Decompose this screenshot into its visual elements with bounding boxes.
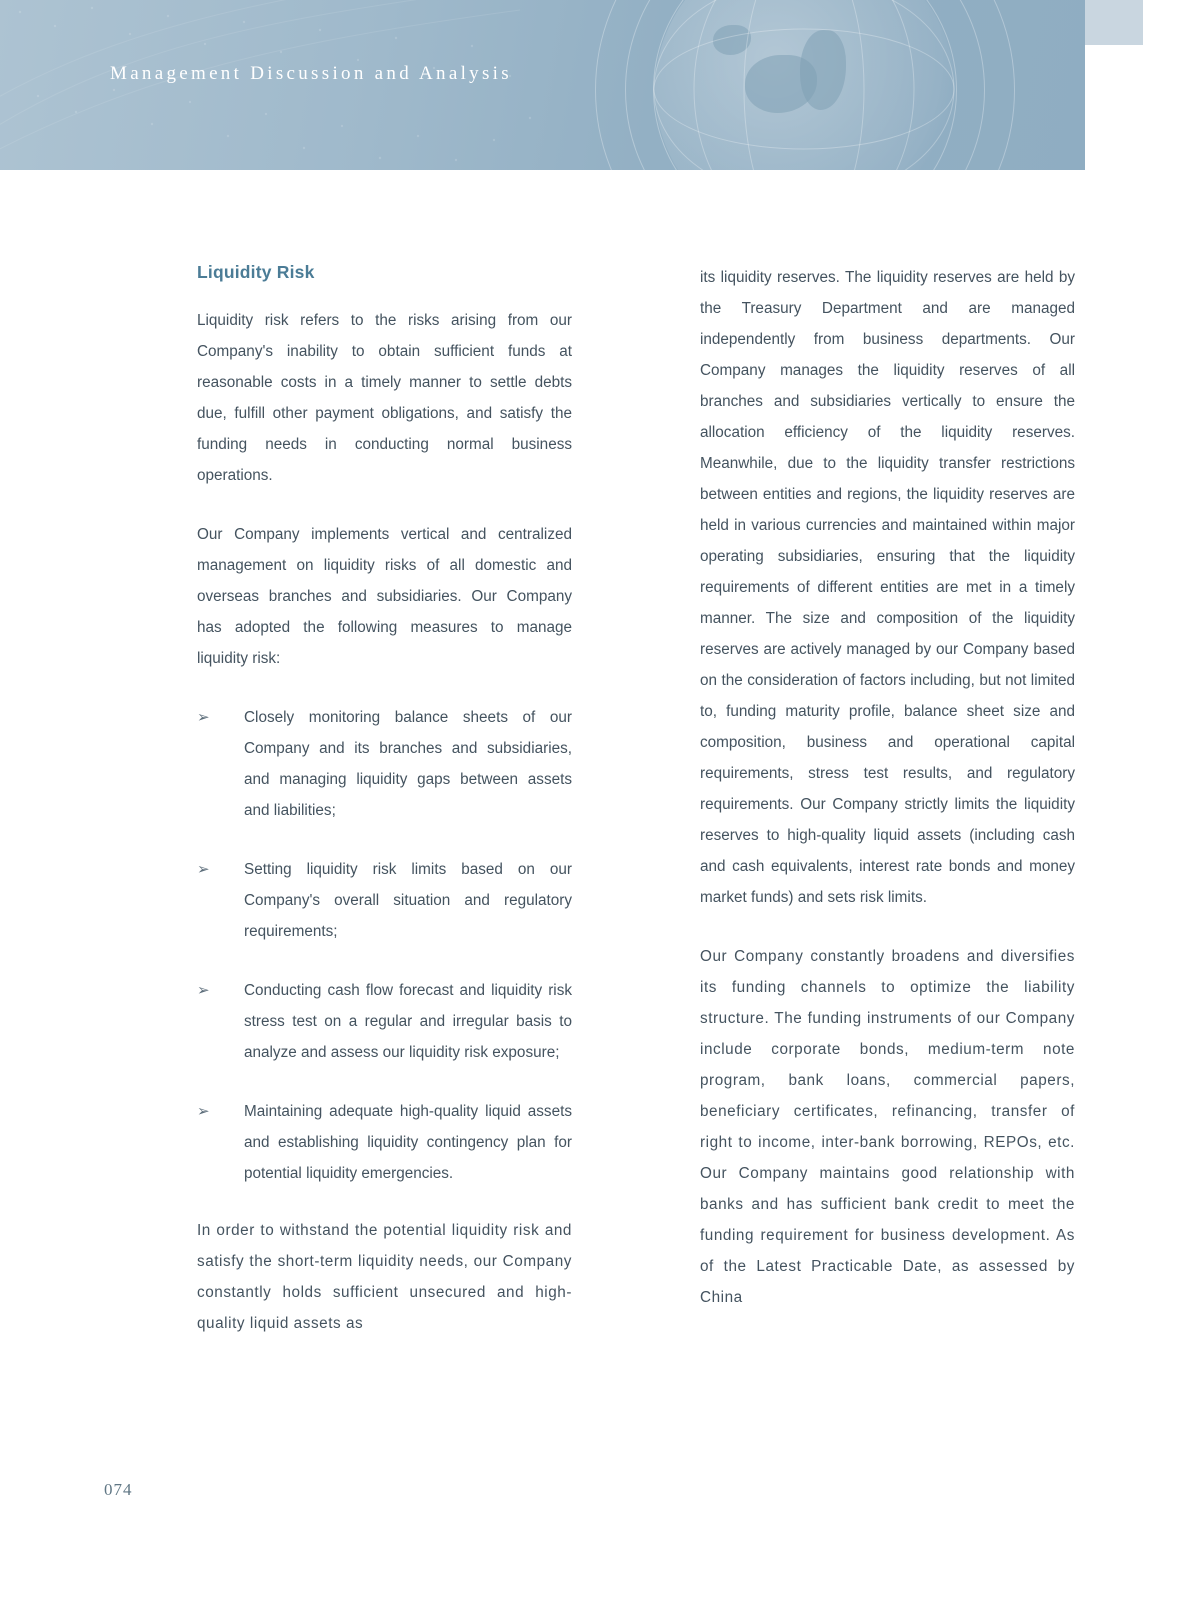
header-corner-block <box>1085 0 1143 44</box>
right-text-column <box>700 262 1075 1313</box>
paragraph: Liquidity risk refers to the risks arising from our Company's inability to obtain sufficient funds at reasonable costs in a timely manner to settle debts due, fulfill other payment obligations, and satisfy the funding needs in conducting normal business operations. <box>197 312 572 484</box>
page-title: Management Discussion and Analysis <box>110 63 512 84</box>
header-corner-rule <box>1085 44 1143 45</box>
page-number: 074 <box>104 1480 133 1499</box>
paragraph: Our Company constantly broadens and diversifies its funding channels to optimize the liability structure. The funding instruments of our Company include corporate bonds, medium-term note program, bank loans, commercial papers, beneficiary certificates, refinancing, transfer of right to income, inter-bank borrowing, REPOs, etc. Our Company maintains good relationship with banks and has sufficient bank credit to meet the funding requirement for business development. As of the Latest Practicable Date, as assessed by China <box>700 948 1075 1306</box>
arrow-bullet-icon: ➢ <box>197 1103 210 1120</box>
list-item <box>197 854 572 947</box>
list-item-text: Closely monitoring balance sheets of our Company and its branches and subsidiaries, and managing liquidity gaps between assets and liabilities; <box>244 709 572 819</box>
list-item-text: Maintaining adequate high-quality liquid assets and establishing liquidity contingency plan for potential liquidity emergencies. <box>244 1103 572 1182</box>
arrow-bullet-icon: ➢ <box>197 709 210 726</box>
dot-pattern-decoration <box>0 0 540 170</box>
page-header-banner <box>0 0 1085 170</box>
section-heading: Liquidity Risk <box>197 262 315 282</box>
paragraph: In order to withstand the potential liquidity risk and satisfy the short-term liquidity needs, our Company constantly holds sufficient unsecured and high-quality liquid assets as <box>197 1222 572 1332</box>
measures-bullet-list <box>197 702 572 1189</box>
arrow-bullet-icon: ➢ <box>197 861 210 878</box>
arrow-bullet-icon: ➢ <box>197 982 210 999</box>
paragraph: its liquidity reserves. The liquidity reserves are held by the Treasury Department and are managed independently from business departments. Our Company manages the liquidity reserves of all branches and subsidiaries vertically to ensure the allocation efficiency of the liquidity reserves. Meanwhile, due to the liquidity transfer restrictions between entities and regions, the liquidity reserves are held in various currencies and maintained within major operating subsidiaries, ensuring that the liquidity requirements of different entities are met in a timely manner. The size and composition of the liquidity reserves are actively managed by our Company based on the consideration of factors including, but not limited to, funding maturity profile, balance sheet size and composition, business and operational capital requirements, stress test results, and regulatory requirements. Our Company strictly limits the liquidity reserves to high-quality liquid assets (including cash and cash equivalents, interest rate bonds and money market funds) and sets risk limits. <box>700 269 1075 906</box>
list-item <box>197 975 572 1068</box>
list-item <box>197 1096 572 1189</box>
list-item-text: Setting liquidity risk limits based on our Company's overall situation and regulatory requirements; <box>244 861 572 940</box>
list-item-text: Conducting cash flow forecast and liquidity risk stress test on a regular and irregular basis to analyze and assess our liquidity risk exposure; <box>244 982 572 1061</box>
list-item <box>197 702 572 826</box>
paragraph: Our Company implements vertical and centralized management on liquidity risks of all domestic and overseas branches and subsidiaries. Our Company has adopted the following measures to manage liquidity risk: <box>197 526 572 667</box>
left-text-column <box>197 262 572 1339</box>
globe-decoration <box>595 0 1015 170</box>
